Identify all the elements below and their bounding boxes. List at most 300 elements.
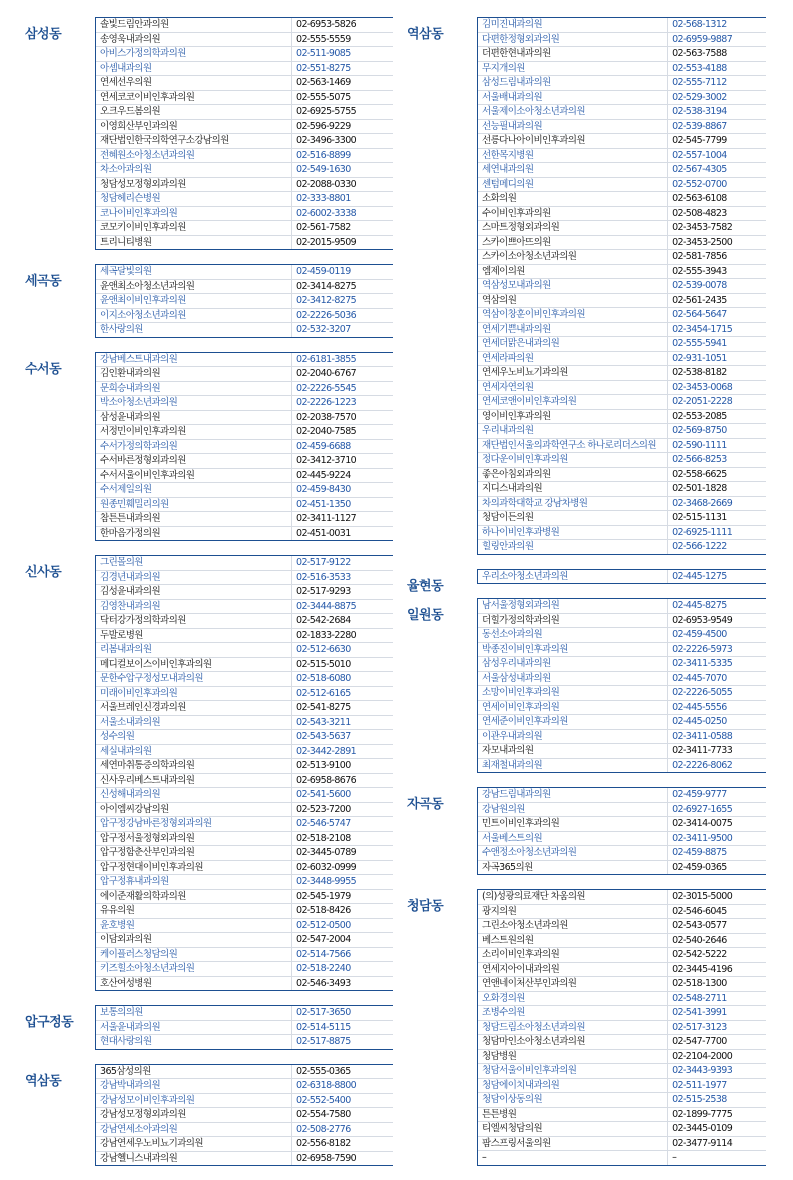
clinic-row — [96, 353, 393, 368]
clinic-row — [478, 381, 766, 396]
clinic-row — [96, 33, 393, 48]
clinic-phone: 02-2226-5973 — [672, 643, 733, 655]
clinic-phone: 02-3477-9114 — [672, 1137, 733, 1149]
clinic-phone: 02-333-8801 — [296, 193, 351, 204]
clinic-phone: 02-555-7112 — [672, 77, 727, 88]
clinic-row — [96, 134, 393, 149]
district-title: 신사동 — [25, 565, 62, 580]
clinic-name: 트리니티병원 — [96, 236, 292, 250]
clinic-phone: 02-548-2711 — [672, 992, 727, 1004]
clinic-name: 서울제이소아청소년과의원 — [478, 105, 668, 119]
clinic-row — [96, 571, 393, 586]
clinic-row — [96, 1108, 393, 1123]
clinic-table — [477, 598, 766, 773]
clinic-name: 청담성모정형외과의원 — [96, 178, 292, 192]
clinic-phone: 02-2226-8062 — [672, 759, 733, 771]
clinic-name: 팜스프링서울의원 — [478, 1137, 668, 1151]
clinic-phone: 02-558-6625 — [672, 468, 727, 480]
clinic-phone: 02-555-5075 — [296, 91, 351, 103]
clinic-phone: 02-541-3991 — [672, 1007, 727, 1018]
clinic-row — [478, 1137, 766, 1152]
clinic-row — [96, 948, 393, 963]
clinic-row — [478, 934, 766, 949]
clinic-row — [96, 309, 393, 324]
clinic-row — [478, 134, 766, 149]
clinic-name: 센텀메디의원 — [478, 178, 668, 192]
clinic-phone: 02-517-9293 — [296, 586, 351, 597]
clinic-phone: 02-3412-3710 — [296, 455, 357, 466]
district-title: 역삼동 — [25, 1073, 62, 1089]
clinic-row — [96, 977, 393, 991]
clinic-name: 압구정휴내과의원 — [96, 875, 292, 889]
clinic-phone: 02-546-5747 — [296, 818, 351, 829]
clinic-row — [96, 788, 393, 803]
clinic-phone: 02-3411-0588 — [672, 730, 733, 742]
clinic-name: 티엘씨청담의원 — [478, 1122, 668, 1136]
clinic-row — [96, 149, 393, 164]
clinic-row — [478, 730, 766, 745]
clinic-phone: 02-511-1977 — [672, 1079, 727, 1091]
clinic-row — [96, 1152, 393, 1166]
clinic-row — [478, 178, 766, 193]
clinic-name: 두발로병원 — [96, 629, 292, 643]
clinic-row — [478, 308, 766, 323]
clinic-row — [96, 745, 393, 760]
clinic-phone: 02-517-9122 — [296, 557, 351, 568]
clinic-name: 재단법인서울의과학연구소 하나로리더스의원 — [478, 439, 668, 453]
clinic-row — [96, 265, 393, 280]
clinic-name: 청담병원 — [478, 1050, 668, 1064]
clinic-phone: 02-6927-1655 — [672, 803, 733, 815]
clinic-name: 연세코코이비인후과의원 — [96, 91, 292, 105]
clinic-row — [478, 91, 766, 106]
clinic-phone: 02-445-5556 — [672, 701, 727, 713]
clinic-phone: 02-6958-7590 — [296, 1152, 357, 1164]
clinic-name: 소화의원 — [478, 192, 668, 206]
clinic-row — [96, 425, 393, 440]
clinic-row — [478, 788, 766, 803]
clinic-name: 수서제일의원 — [96, 483, 292, 497]
clinic-row — [96, 730, 393, 745]
clinic-phone: 02-514-5115 — [296, 1021, 351, 1033]
clinic-name: 메디컬보이스이비인후과의원 — [96, 658, 292, 672]
clinic-row — [478, 919, 766, 934]
clinic-name: 김성윤내과의원 — [96, 585, 292, 599]
clinic-name: 압구정함춘산부인과의원 — [96, 846, 292, 860]
clinic-phone: 02-538-8182 — [672, 367, 727, 378]
clinic-name: 수서가정의학과의원 — [96, 440, 292, 454]
clinic-phone: 02-517-8875 — [296, 1036, 351, 1047]
clinic-row — [478, 672, 766, 687]
clinic-row — [478, 540, 766, 554]
clinic-phone: 02-532-3207 — [296, 324, 351, 335]
clinic-name: (의)성광의료재단 차움의원 — [478, 890, 668, 904]
clinic-name: 민트이비인후과의원 — [478, 817, 668, 831]
clinic-row — [96, 701, 393, 716]
clinic-phone: 02-3443-9393 — [672, 1065, 733, 1076]
clinic-row — [478, 497, 766, 512]
clinic-phone: 02-512-0500 — [296, 919, 351, 931]
district-title: 자곡동 — [407, 797, 444, 812]
clinic-phone: 02-561-2435 — [672, 294, 727, 306]
clinic-name: 청담이든의원 — [478, 511, 668, 525]
clinic-row — [478, 817, 766, 832]
clinic-row — [96, 803, 393, 818]
clinic-row — [478, 992, 766, 1007]
clinic-name: 강남박내과의원 — [96, 1079, 292, 1093]
clinic-phone: 02-517-3650 — [296, 1007, 351, 1018]
clinic-phone: 02-556-8182 — [296, 1138, 351, 1149]
clinic-name: 청담드림소아청소년과의원 — [478, 1021, 668, 1035]
clinic-phone: 02-6925-1111 — [672, 526, 733, 538]
clinic-row — [96, 716, 393, 731]
clinic-row — [96, 759, 393, 774]
clinic-row — [96, 817, 393, 832]
clinic-name: 서울소내과의원 — [96, 716, 292, 730]
clinic-name: 연세우노비뇨기과의원 — [478, 366, 668, 380]
clinic-name: 스마트정형외과의원 — [478, 221, 668, 235]
clinic-row — [96, 919, 393, 934]
clinic-row — [478, 482, 766, 497]
clinic-phone: 02-3411-9500 — [672, 832, 733, 844]
clinic-name: 청담마인소아청소년과의원 — [478, 1035, 668, 1049]
clinic-name: 세연내과의원 — [478, 163, 668, 177]
clinic-phone: 02-6959-9887 — [672, 33, 733, 45]
clinic-name: 청담에이치내과의원 — [478, 1079, 668, 1093]
clinic-phone: 02-3445-0789 — [296, 847, 357, 858]
clinic-phone: 02-543-0577 — [672, 920, 727, 931]
clinic-row — [478, 715, 766, 730]
clinic-row — [478, 323, 766, 338]
district-section — [25, 352, 393, 542]
clinic-name: 강남베스트내과의원 — [96, 353, 292, 367]
clinic-phone: 02-931-1051 — [672, 352, 727, 364]
clinic-name: 베스트원의원 — [478, 934, 668, 948]
clinic-row — [478, 366, 766, 381]
clinic-phone: 02-6925-5755 — [296, 106, 357, 117]
clinic-row — [478, 861, 766, 875]
clinic-row — [96, 440, 393, 455]
clinic-row — [96, 1079, 393, 1094]
clinic-row — [478, 1093, 766, 1108]
clinic-name: 연앤네이처산부인과의원 — [478, 977, 668, 991]
clinic-phone: 02-581-7856 — [672, 251, 727, 262]
clinic-table — [477, 17, 766, 555]
clinic-row — [478, 410, 766, 425]
clinic-phone: 02-552-0700 — [672, 178, 727, 190]
clinic-name: 다편한정형외과의원 — [478, 33, 668, 47]
clinic-row — [478, 33, 766, 48]
clinic-phone: 02-6318-8800 — [296, 1080, 357, 1091]
clinic-name: 강남연세우노비뇨기과의원 — [96, 1137, 292, 1151]
clinic-name: 자모내과의원 — [478, 744, 668, 758]
clinic-name: 우리내과의원 — [478, 424, 668, 438]
clinic-phone: 02-3454-1715 — [672, 323, 733, 335]
clinic-name: 윤앤최이비인후과의원 — [96, 294, 292, 308]
clinic-name: 닥터강가정의학과의원 — [96, 614, 292, 628]
clinic-phone: 02-459-0119 — [296, 266, 351, 277]
district-title: 세곡동 — [25, 274, 62, 289]
clinic-name: 무지개의원 — [478, 62, 668, 76]
clinic-name: 서울브레인신경과의원 — [96, 701, 292, 715]
clinic-phone: 02-542-2684 — [296, 615, 351, 626]
clinic-phone: 02-445-0250 — [672, 716, 727, 727]
clinic-row — [96, 687, 393, 702]
clinic-phone: 02-542-5222 — [672, 949, 727, 960]
clinic-row — [478, 294, 766, 309]
clinic-name: 압구정강남바른정형외과의원 — [96, 817, 292, 831]
clinic-name: 아비스가정의학과의원 — [96, 47, 292, 61]
clinic-phone: 02-3468-2669 — [672, 497, 733, 509]
clinic-row — [96, 933, 393, 948]
clinic-row — [478, 439, 766, 454]
clinic-name: 보통의의원 — [96, 1006, 292, 1020]
clinic-name: 키즈힐소아청소년과의원 — [96, 962, 292, 976]
clinic-name: 세연마취통증의학과의원 — [96, 759, 292, 773]
clinic-row — [478, 1122, 766, 1137]
clinic-phone: 02-518-1300 — [672, 978, 727, 989]
clinic-name: 삼성윤내과의원 — [96, 411, 292, 425]
clinic-phone: 02-3411-7733 — [672, 745, 733, 756]
clinic-name: 재단법인한국의학연구소강남의원 — [96, 134, 292, 148]
clinic-row — [96, 1006, 393, 1021]
clinic-name: 소망이비인후과의원 — [478, 686, 668, 700]
clinic-row — [478, 570, 766, 584]
clinic-name: 이영희산부인과의원 — [96, 120, 292, 134]
clinic-name: 하나이비인후과병원 — [478, 526, 668, 540]
clinic-name: 세실내과의원 — [96, 745, 292, 759]
clinic-phone: 02-549-1630 — [296, 164, 351, 175]
clinic-phone: 02-518-2240 — [296, 963, 351, 974]
clinic-name: 케이플러스청담의원 — [96, 948, 292, 962]
clinic-row — [96, 527, 393, 541]
clinic-phone: 02-515-1131 — [672, 512, 727, 523]
clinic-name: 차의과학대학교 강남차병원 — [478, 497, 668, 511]
clinic-row — [96, 280, 393, 295]
district-title: 청담동 — [407, 899, 444, 914]
clinic-name: 연세지아이내과의원 — [478, 963, 668, 977]
clinic-row — [478, 948, 766, 963]
clinic-phone: 02-538-3194 — [672, 106, 727, 117]
clinic-name: 송영욱내과의원 — [96, 33, 292, 47]
clinic-phone: 02-555-5559 — [296, 33, 351, 45]
clinic-row — [478, 599, 766, 614]
clinic-phone: 02-555-0365 — [296, 1065, 351, 1077]
clinic-phone: 02-566-8253 — [672, 454, 727, 465]
clinic-name: 영이비인후과의원 — [478, 410, 668, 424]
clinic-table — [95, 17, 393, 250]
clinic-name: 더편한현내과의원 — [478, 47, 668, 61]
clinic-name: 더힐가정의학과의원 — [478, 614, 668, 628]
clinic-name: 전혜원소아청소년과의원 — [96, 149, 292, 163]
clinic-row — [478, 963, 766, 978]
clinic-phone: – — [672, 1152, 677, 1163]
clinic-row — [478, 468, 766, 483]
clinic-row — [96, 47, 393, 62]
clinic-row — [478, 1021, 766, 1036]
clinic-name: 오화경의원 — [478, 992, 668, 1006]
clinic-name: 서정민이비인후과의원 — [96, 425, 292, 439]
clinic-phone: 02-2015-9509 — [296, 236, 357, 248]
clinic-phone: 02-3411-1127 — [296, 513, 357, 524]
clinic-row — [478, 846, 766, 861]
clinic-name: 연세라파의원 — [478, 352, 668, 366]
clinic-row — [96, 832, 393, 847]
clinic-row — [96, 120, 393, 135]
clinic-phone: 02-517-3123 — [672, 1021, 727, 1033]
clinic-name: 서울삼성내과의원 — [478, 672, 668, 686]
clinic-phone: 02-569-8750 — [672, 425, 727, 436]
clinic-row — [96, 294, 393, 309]
clinic-row — [96, 672, 393, 687]
clinic-phone: 02-539-8867 — [672, 120, 727, 132]
clinic-phone: 02-516-8899 — [296, 149, 351, 161]
clinic-name: 이관우내과의원 — [478, 730, 668, 744]
clinic-phone: 02-590-1111 — [672, 439, 727, 451]
clinic-row — [478, 163, 766, 178]
clinic-name: 박종진이비인후과의원 — [478, 643, 668, 657]
clinic-name: 삼성드림내과의원 — [478, 76, 668, 90]
clinic-row — [96, 846, 393, 861]
clinic-name: 압구정현대이비인후과의원 — [96, 861, 292, 875]
clinic-row — [478, 628, 766, 643]
clinic-name: 윤앤최소아청소년과의원 — [96, 280, 292, 294]
clinic-name: 남서울정형외과의원 — [478, 599, 668, 613]
clinic-row — [96, 1035, 393, 1049]
clinic-phone: 02-6002-3338 — [296, 207, 357, 219]
clinic-phone: 02-561-7582 — [296, 222, 351, 233]
clinic-phone: 02-451-0031 — [296, 527, 351, 539]
clinic-name: 현대사랑의원 — [96, 1035, 292, 1049]
clinic-row — [96, 105, 393, 120]
clinic-row — [478, 526, 766, 541]
clinic-row — [478, 1064, 766, 1079]
clinic-phone: 02-6953-5826 — [296, 19, 357, 30]
clinic-phone: 02-445-1275 — [672, 570, 727, 582]
clinic-table — [477, 569, 766, 585]
clinic-phone: 02-545-7799 — [672, 135, 727, 146]
clinic-row — [96, 629, 393, 644]
clinic-phone: 02-518-2108 — [296, 832, 351, 844]
clinic-name: 솔빛드림안과의원 — [96, 18, 292, 32]
clinic-row — [478, 744, 766, 759]
clinic-row — [96, 367, 393, 382]
clinic-phone: 02-501-1828 — [672, 483, 727, 494]
clinic-name: 삼성우리내과의원 — [478, 657, 668, 671]
clinic-phone: 02-543-5637 — [296, 731, 351, 742]
clinic-phone: 02-539-0078 — [672, 280, 727, 291]
clinic-row — [96, 556, 393, 571]
clinic-phone: 02-518-6080 — [296, 673, 351, 684]
clinic-row — [96, 614, 393, 629]
clinic-name: 한사랑의원 — [96, 323, 292, 337]
clinic-name: 연세준이비인후과의원 — [478, 715, 668, 729]
clinic-name: 선릉다나아이비인후과의원 — [478, 134, 668, 148]
clinic-phone: 02-553-4188 — [672, 62, 727, 74]
clinic-name: 강남드림내과의원 — [478, 788, 668, 802]
clinic-row — [478, 149, 766, 164]
clinic-name: 신성해내과의원 — [96, 788, 292, 802]
clinic-phone: 02-555-5941 — [672, 338, 727, 349]
clinic-name: 코모키이비인후과의원 — [96, 221, 292, 235]
clinic-row — [96, 600, 393, 615]
clinic-phone: 02-551-8275 — [296, 62, 351, 74]
clinic-phone: 02-513-9100 — [296, 760, 351, 771]
clinic-row — [96, 163, 393, 178]
clinic-row — [96, 498, 393, 513]
clinic-row — [96, 91, 393, 106]
clinic-row — [96, 1094, 393, 1109]
clinic-phone: 02-546-6045 — [672, 905, 727, 917]
clinic-phone: 02-451-1350 — [296, 498, 351, 510]
clinic-table — [95, 1064, 393, 1167]
district-title: 율현동 — [407, 578, 444, 594]
clinic-table — [95, 555, 393, 991]
clinic-phone: 02-563-7588 — [672, 48, 727, 59]
clinic-row — [96, 774, 393, 789]
district-title: 역삼동 — [407, 27, 444, 42]
clinic-name: 역삼이창훈이비인후과의원 — [478, 308, 668, 322]
district-title: 삼성동 — [25, 27, 62, 42]
clinic-table — [95, 352, 393, 542]
clinic-phone: 02-518-8426 — [296, 905, 351, 916]
clinic-row — [478, 686, 766, 701]
clinic-row — [478, 221, 766, 236]
clinic-name: 선한목지병원 — [478, 149, 668, 163]
clinic-phone: 02-459-9777 — [672, 789, 727, 800]
clinic-phone: 02-515-2538 — [672, 1094, 727, 1105]
clinic-phone: 02-554-7580 — [296, 1109, 351, 1120]
clinic-row — [96, 861, 393, 876]
clinic-phone: 02-2051-2228 — [672, 396, 733, 407]
clinic-row — [478, 18, 766, 33]
clinic-name: 청담헤리슨병원 — [96, 192, 292, 206]
clinic-row — [96, 18, 393, 33]
clinic-name: 문한수압구정성모내과의원 — [96, 672, 292, 686]
clinic-row — [478, 614, 766, 629]
clinic-name: 엠제이의원 — [478, 265, 668, 279]
clinic-name: 미래이비인후과의원 — [96, 687, 292, 701]
district-section — [25, 555, 393, 991]
clinic-name: 아셈내과의원 — [96, 62, 292, 76]
clinic-row — [478, 279, 766, 294]
clinic-name: 지디스내과의원 — [478, 482, 668, 496]
clinic-row — [478, 105, 766, 120]
clinic-table — [477, 889, 766, 1166]
clinic-row — [478, 424, 766, 439]
clinic-name: 수서서울이비인후과의원 — [96, 469, 292, 483]
district-section — [407, 17, 766, 555]
clinic-table — [95, 1005, 393, 1050]
clinic-row — [96, 454, 393, 469]
clinic-row — [96, 904, 393, 919]
clinic-row — [478, 265, 766, 280]
clinic-phone: 02-1833-2280 — [296, 629, 357, 641]
district-title: 일원동 — [407, 608, 444, 623]
clinic-row — [478, 1151, 766, 1165]
district-section — [25, 17, 393, 250]
district-section — [407, 598, 766, 773]
clinic-name: 역삼의원 — [478, 294, 668, 308]
clinic-row — [96, 382, 393, 397]
clinic-row — [478, 62, 766, 77]
clinic-phone: 02-3496-3300 — [296, 135, 357, 146]
clinic-phone: 02-508-2776 — [296, 1123, 351, 1135]
district-section — [407, 569, 766, 594]
district-section — [25, 1064, 393, 1167]
clinic-name: 연세코앤이비인후과의원 — [478, 395, 668, 409]
clinic-row — [478, 803, 766, 818]
